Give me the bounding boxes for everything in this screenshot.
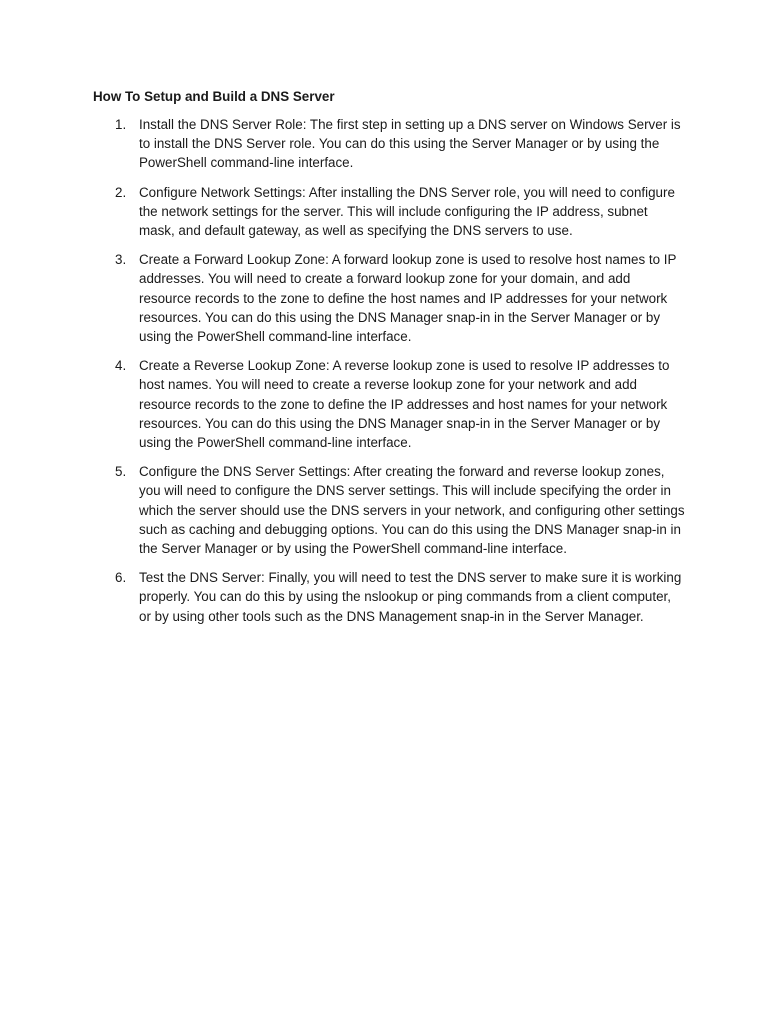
list-item-step-1 <box>93 115 685 173</box>
step-text: Configure the DNS Server Settings: After creating the forward and reverse lookup zones, you will need to configure the DNS server settings. This will include specifying the order in which the server should use the DNS servers in your network, and configuring other settings such as caching and debugging options. You can do this using the DNS Manager snap-in in the Server Manager or by using the PowerShell command-line interface. <box>139 464 685 557</box>
step-text: Create a Reverse Lookup Zone: A reverse lookup zone is used to resolve IP addresses to host names. You will need to create a reverse lookup zone for your network and add resource records to the zone to define the IP addresses and host names for your network resources. You can do this using the DNS Manager snap-in in the Server Manager or by using the PowerShell command-line interface. <box>139 358 670 451</box>
step-text: Configure Network Settings: After installing the DNS Server role, you will need to configure the network settings for the server. This will include configuring the IP address, subnet mask, and default gateway, as well as specifying the DNS servers to use. <box>139 184 675 239</box>
list-item-step-3 <box>93 250 685 346</box>
steps-list <box>93 115 685 636</box>
list-item-step-2 <box>93 183 685 241</box>
step-text: Test the DNS Server: Finally, you will need to test the DNS server to make sure it is working properly. You can do this by using the nslookup or ping commands from a client computer, or by using other tools such as the DNS Management snap-in in the Server Manager. <box>139 570 682 624</box>
step-number: 3. <box>115 252 127 268</box>
step-text: Install the DNS Server Role: The first step in setting up a DNS server on Windows Server is to install the DNS Server role. You can do this using the Server Manager or by using the PowerShell command-line interface. <box>139 117 681 171</box>
list-item-step-6 <box>93 568 685 626</box>
step-number: 6. <box>115 570 127 586</box>
step-number: 2. <box>115 184 127 200</box>
step-text: Create a Forward Lookup Zone: A forward lookup zone is used to resolve host names to IP addresses. You will need to create a forward lookup zone for your domain, and add resource records to the zone to define the host names and IP addresses for your network resources. You can do this using the DNS Manager snap-in in the Server Manager or by using the PowerShell command-line interface. <box>139 252 677 345</box>
document-title: How To Setup and Build a DNS Server <box>93 89 335 104</box>
step-number: 1. <box>115 117 127 132</box>
step-number: 5. <box>115 464 127 480</box>
list-item-step-4 <box>93 356 685 452</box>
step-number: 4. <box>115 358 127 374</box>
list-item-step-5 <box>93 462 685 558</box>
